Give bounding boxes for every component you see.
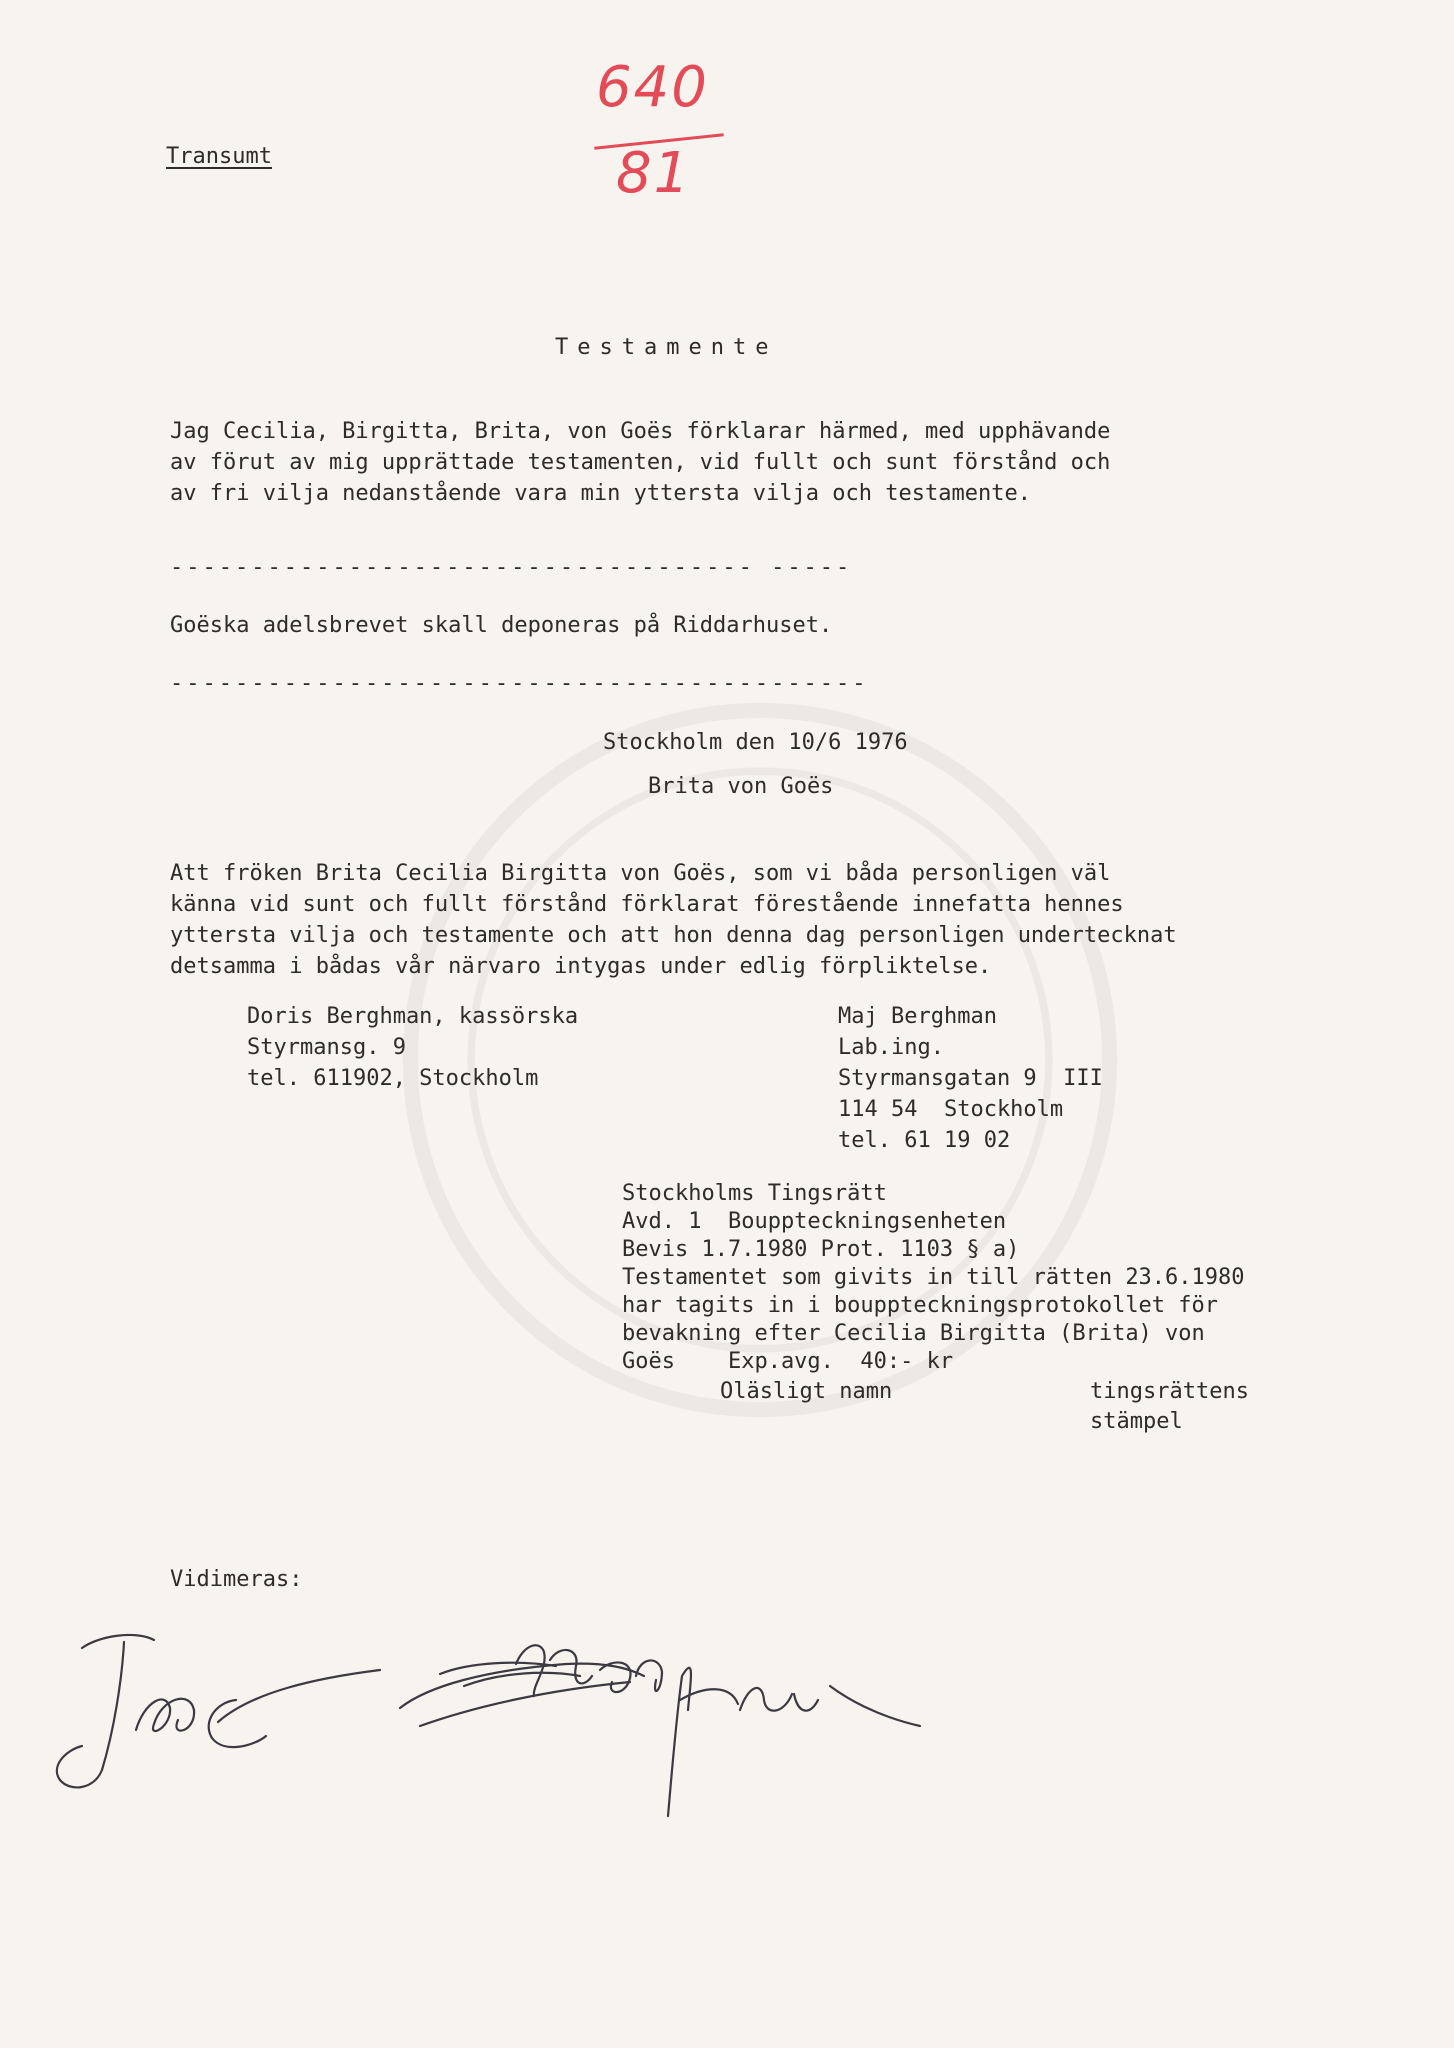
- witness-left-line: tel. 611902, Stockholm: [247, 1066, 539, 1091]
- handwritten-signatures: [40, 1590, 960, 1850]
- witness-left-line: Styrmansg. 9: [247, 1035, 406, 1060]
- vidimeras-label: Vidimeras:: [170, 1567, 303, 1592]
- court-line: Goës Exp.avg. 40:- kr: [622, 1349, 954, 1374]
- testator-signature: Brita von Goës: [648, 774, 834, 799]
- dash-divider: -------------------------------------------: [170, 671, 869, 696]
- court-line: Avd. 1 Bouppteckningsenheten: [622, 1209, 1007, 1234]
- witness-right-line: 114 54 Stockholm: [838, 1097, 1064, 1122]
- intro-line: av fri vilja nedanstående vara min yttersta vilja och testamente.: [170, 481, 1031, 506]
- attestation-line: detsamma i bådas vår närvaro intygas under edlig förpliktelse.: [170, 954, 992, 979]
- attestation-line: känna vid sunt och fullt förstånd förklarat förestående innefatta hennes: [170, 892, 1124, 917]
- place-date: Stockholm den 10/6 1976: [603, 730, 908, 755]
- attestation-line: yttersta vilja och testamente och att hon denna dag personligen undertecknat: [170, 923, 1177, 948]
- court-line: bevakning efter Cecilia Birgitta (Brita) von: [622, 1321, 1205, 1346]
- court-stamp-note: tingsrättens: [1090, 1379, 1249, 1404]
- witness-right-line: Maj Berghman: [838, 1004, 997, 1029]
- attestation-line: Att fröken Brita Cecilia Birgitta von Goës, som vi båda personligen väl: [170, 861, 1111, 886]
- court-line: Testamentet som givits in till rätten 23.6.1980: [622, 1265, 1245, 1290]
- illegible-name-note: Oläsligt namn: [720, 1379, 893, 1404]
- witness-right-line: Lab.ing.: [838, 1035, 944, 1060]
- dash-divider: ------------------------------------ -----: [170, 555, 853, 580]
- witness-right-line: Styrmansgatan 9 III: [838, 1066, 1103, 1091]
- court-line: Stockholms Tingsrätt: [622, 1181, 887, 1206]
- ref-number-top: 640: [596, 55, 709, 120]
- transumt-label: Transumt: [166, 144, 272, 169]
- intro-line: Jag Cecilia, Birgitta, Brita, von Goës förklarar härmed, med upphävande: [170, 419, 1111, 444]
- court-line: Bevis 1.7.1980 Prot. 1103 § a): [622, 1237, 1020, 1262]
- intro-line: av förut av mig upprättade testamenten, vid fullt och sunt förstånd och: [170, 450, 1111, 475]
- document-title: Testamente: [555, 335, 778, 360]
- court-line: har tagits in i bouppteckningsprotokollet för: [622, 1293, 1219, 1318]
- ref-number-bottom: 81: [616, 141, 692, 206]
- witness-right-line: tel. 61 19 02: [838, 1128, 1011, 1153]
- witness-left-line: Doris Berghman, kassörska: [247, 1004, 579, 1029]
- court-stamp-note: stämpel: [1090, 1409, 1183, 1434]
- provision-text: Goëska adelsbrevet skall deponeras på Riddarhuset.: [170, 613, 833, 638]
